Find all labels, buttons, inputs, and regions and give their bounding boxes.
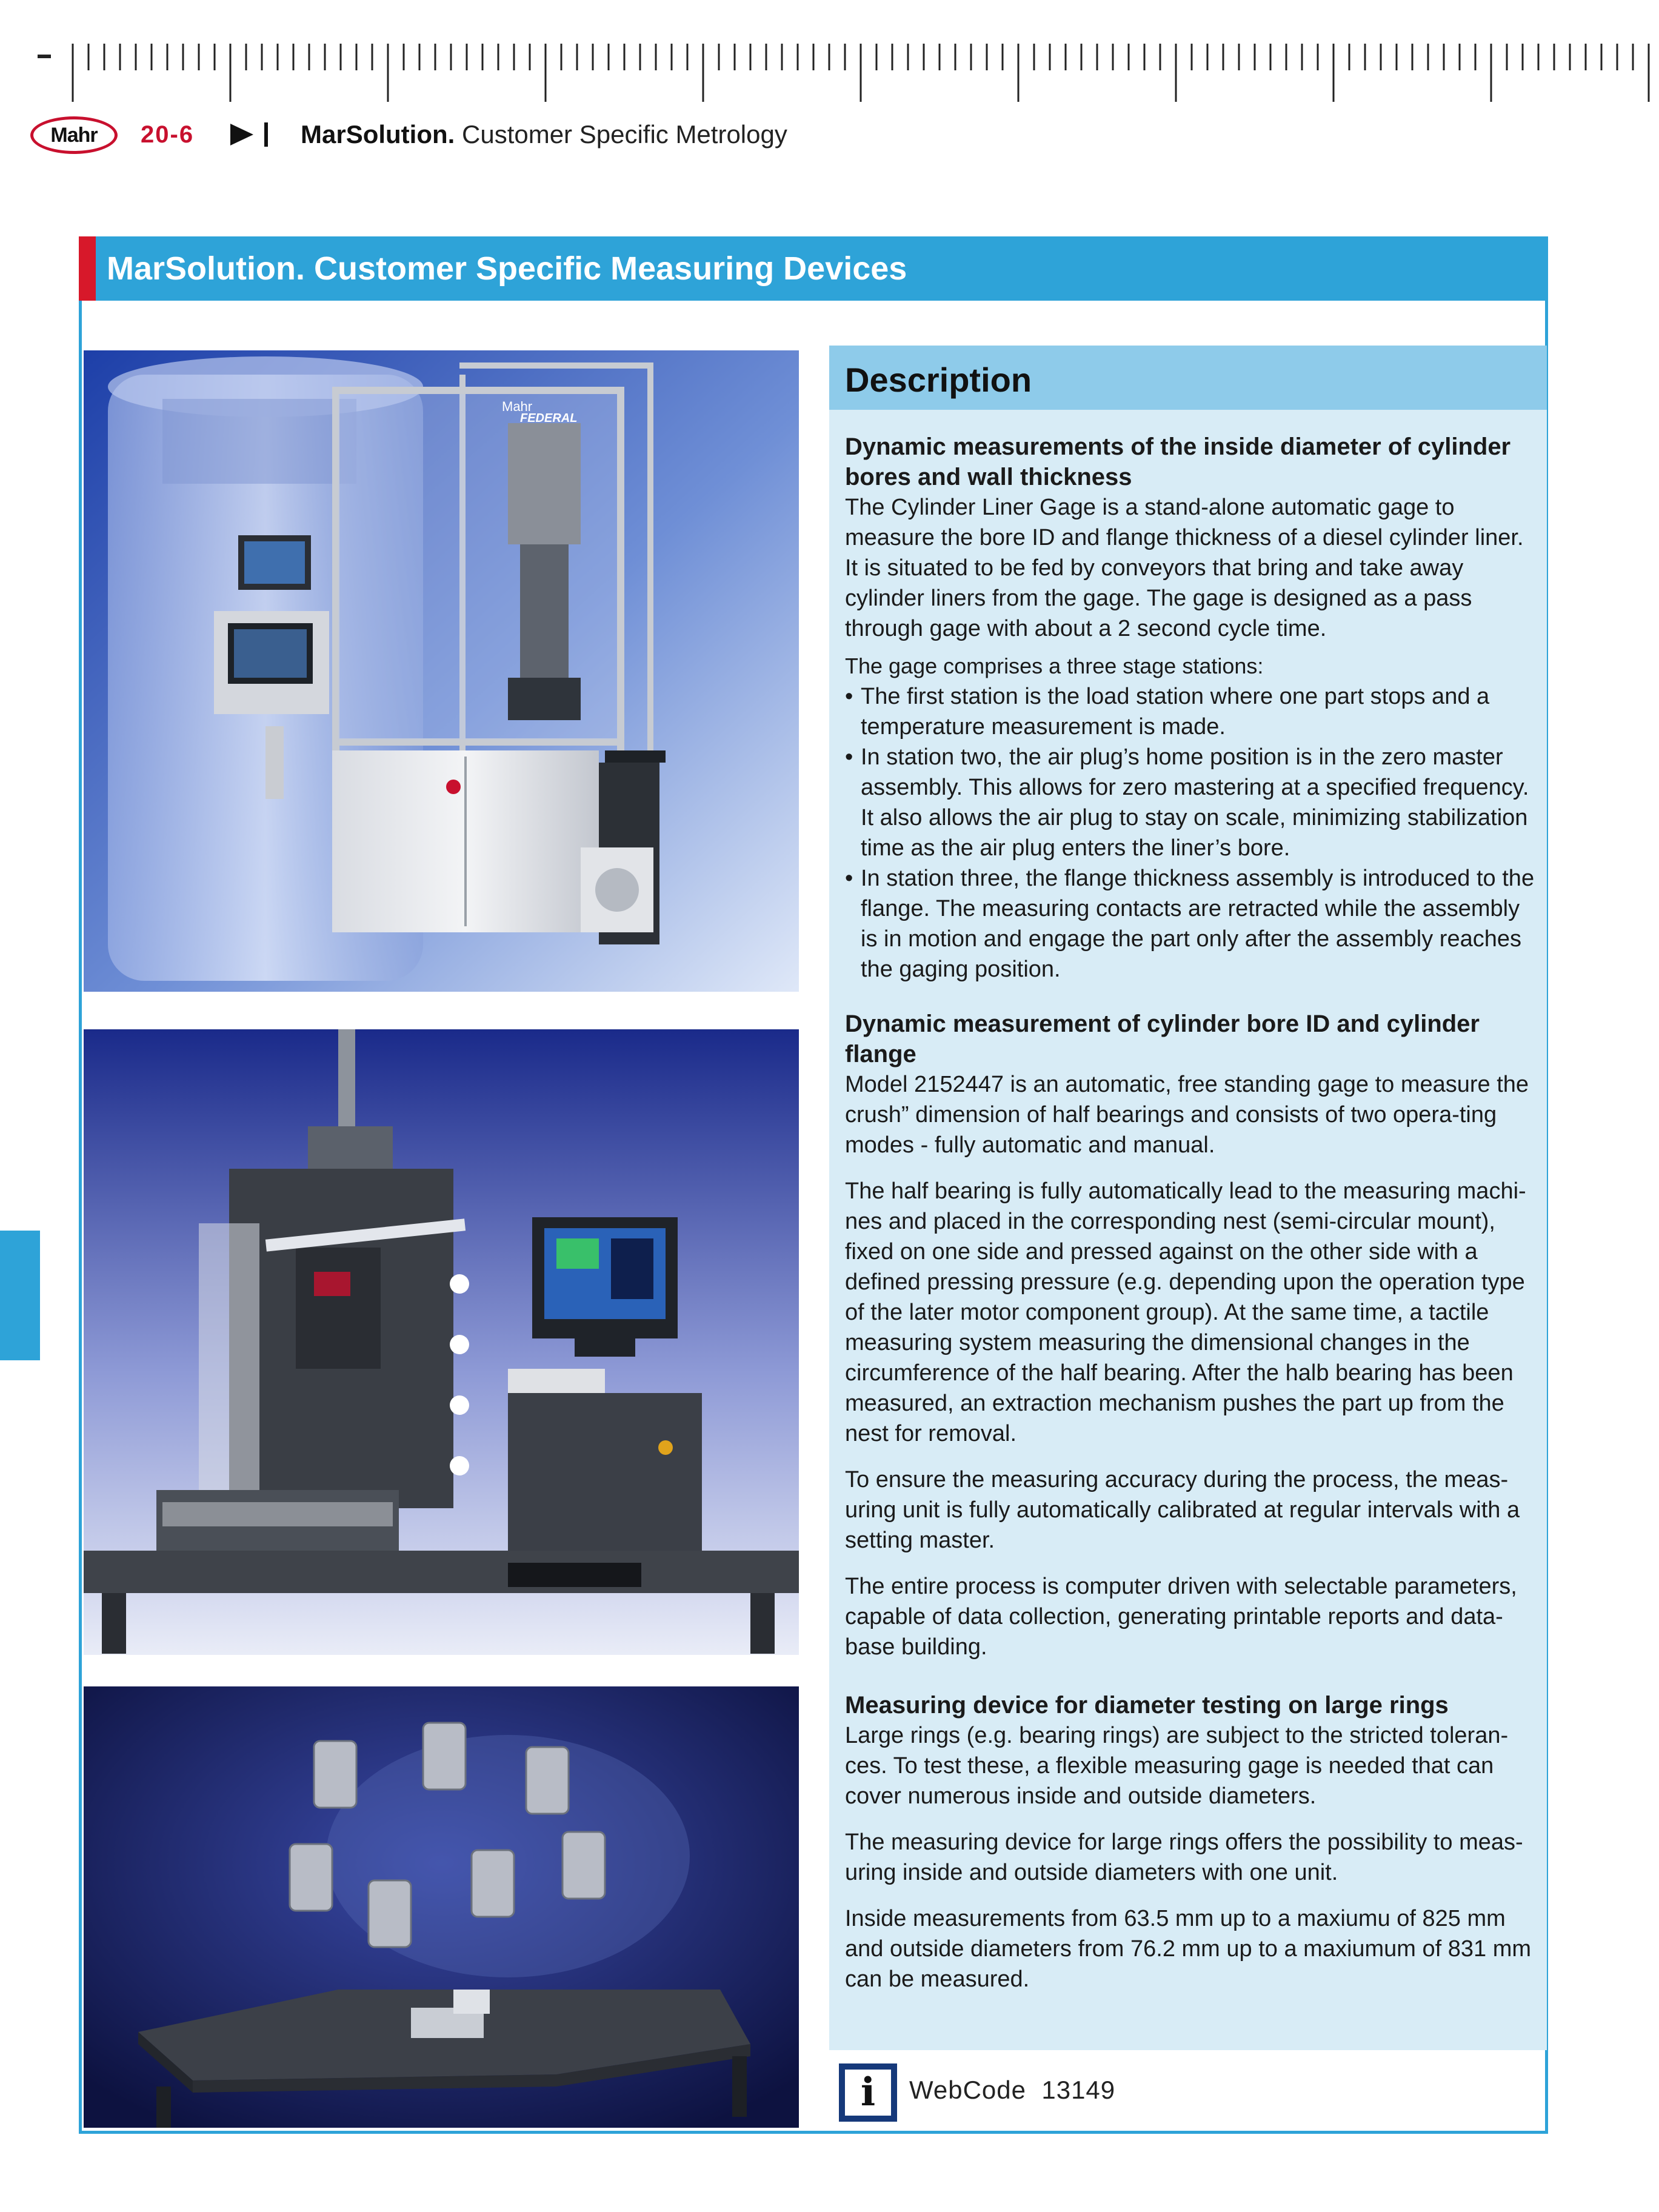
description-title: Description [845, 361, 1032, 399]
block1-heading: Dynamic measurements of the inside diameter of cylinder bores and wall thickness [845, 433, 1511, 490]
info-glyph: i [860, 2070, 876, 2115]
block3-paragraph: The measuring device for large rings offers the possibility to meas-uring inside and outside diameters with one unit. [845, 1829, 1523, 1885]
block2-paragraph: The entire process is computer driven with selectable parameters, capable of data collection, generating printable reports and data-base building. [845, 1574, 1517, 1660]
webcode-label: WebCode [909, 2076, 1027, 2104]
block2-paragraph: The half bearing is fully automatically lead to the measuring machi-nes and placed in the corresponding nest (semi-circular mount), fixed on one side and pressed against on the other side with a defined pressing pressure (e.g. depending upon the operation type of the later motor component group). At the same time, a tactile measuring system measuring the dimensional changes in the circumference of the half bearing. After the halb bearing has been measured, an extraction mechanism pushes the part up from the nest for removal. [845, 1178, 1526, 1446]
section-title: MarSolution. Customer Specific Measuring Devices [107, 250, 907, 287]
block3-paragraph: Inside measurements from 63.5 mm up to a maxiumu of 825 mm and outside diameters from 76.2 mm up to a maxiumum of 831 mm can be measured. [845, 1906, 1532, 1992]
logo-text: Mahr [50, 123, 98, 147]
description-body [845, 432, 1536, 2010]
block1-list-intro: The gage comprises a three stage stations: [845, 653, 1264, 678]
mahr-logo [30, 116, 118, 154]
machine-brand-text: FEDERAL [520, 412, 578, 425]
info-icon-inner [845, 2070, 891, 2116]
info-icon[interactable] [839, 2063, 897, 2122]
separator-bar [264, 122, 268, 147]
webcode [909, 2076, 1115, 2105]
machine-logo-text: Mahr [502, 399, 533, 414]
spacer [845, 1678, 1536, 1690]
section-accent [79, 236, 96, 301]
page-header [0, 114, 1659, 162]
page-number: 20-6 [141, 121, 195, 148]
block2-paragraph: Model 2152447 is an automatic, free standing gage to measure the crush” dimension of half bearings and consists of two opera-ting modes - fully automatic and manual. [845, 1072, 1529, 1158]
play-arrow-icon [230, 124, 253, 145]
header-subtitle: Customer Specific Metrology [462, 120, 787, 149]
header-brand: MarSolution. [301, 120, 455, 149]
top-ruler [0, 0, 1659, 103]
block3-heading: Measuring device for diameter testing on large rings [845, 1692, 1449, 1719]
webcode-value: 13149 [1041, 2076, 1116, 2104]
list-item: • In station two, the air plug’s home position is in the zero master assembly. This allows for zero mastering at a specified frequency. It also allows the air plug to stay on scale, minimizing stabilization time as the air plug enters the liner’s bore. [845, 742, 1536, 863]
block3-paragraph: Large rings (e.g. bearing rings) are subject to the stricted toleran-ces. To test these, a flexible measuring gage is needed that can cover numerous inside and outside diameters. [845, 1723, 1509, 1809]
header-title [301, 120, 787, 149]
photo-large-ring-device [84, 1686, 799, 2128]
block1-list [845, 681, 1536, 984]
photo-half-bearing-gage [84, 1029, 799, 1655]
block2-paragraph: To ensure the measuring accuracy during the process, the meas-uring unit is fully automatically calibrated at regular intervals with a setting master. [845, 1467, 1520, 1553]
block1-text: The Cylinder Liner Gage is a stand-alone automatic gage to measure the bore ID and flange thickness of a diesel cylinder liner. It is situated to be fed by conveyors that bring and take away cylinder liners from the gage. The gage is designed as a pass through gage with about a 2 second cycle time. [845, 495, 1524, 641]
block2-heading: Dynamic measurement of cylinder bore ID and cylinder flange [845, 1011, 1480, 1068]
list-item: • The first station is the load station where one part stops and a temperature measurement is made. [845, 681, 1536, 742]
list-item: • In station three, the flange thickness assembly is introduced to the flange. The measuring contacts are retracted while the assembly is in motion and engage the part only after the assembly reaches the gaging position. [845, 863, 1536, 984]
side-tab-marker [0, 1231, 40, 1360]
photo-cylinder-liner-gage [84, 350, 799, 992]
